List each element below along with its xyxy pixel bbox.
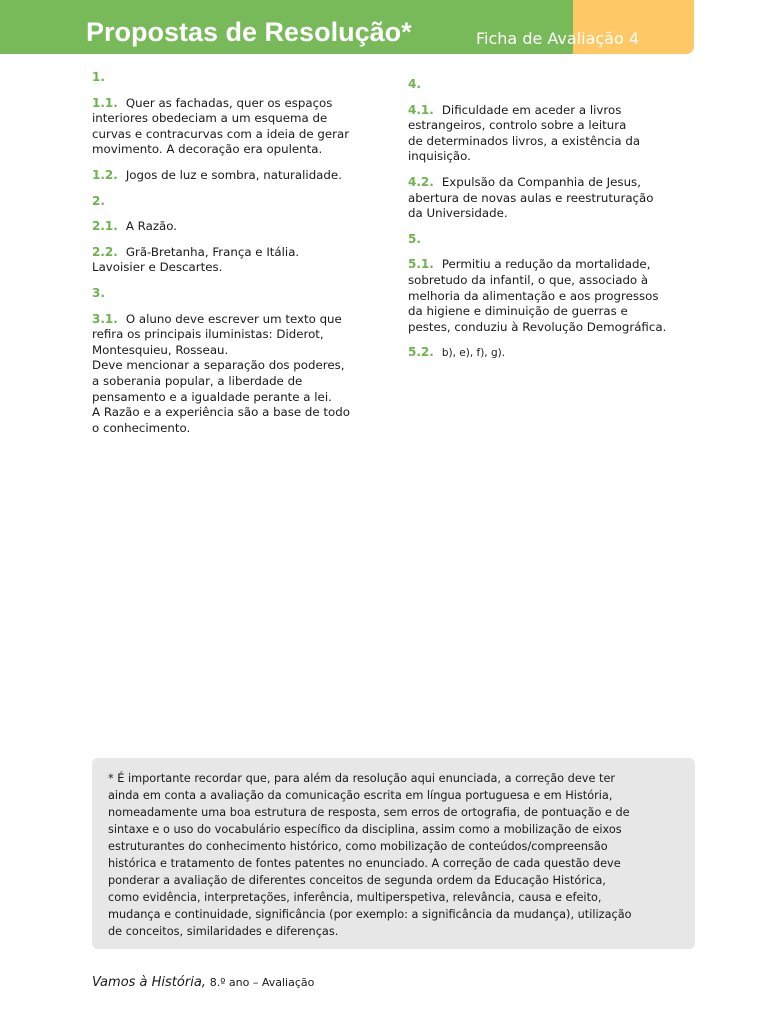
answer-number: 1.2.	[92, 167, 118, 182]
answer-text: Jogos de luz e sombra, naturalidade.	[125, 167, 342, 182]
page-subtitle: Ficha de Avaliação 4	[476, 29, 640, 48]
answer-line: O aluno deve escrever um texto que	[125, 311, 342, 326]
footnote-text	[108, 770, 691, 940]
footnote-line: nomeadamente uma boa estrutura de resposta, sem erros de ortografia, de pontuação e de	[108, 806, 630, 819]
answer-number: 1.1.	[92, 95, 118, 110]
answer-number: 5.1.	[408, 257, 434, 272]
answer-line: Deve mencionar a separação dos poderes,	[92, 358, 345, 373]
answer-5-2	[408, 345, 700, 362]
answer-line: da higiene e diminuição de guerras e	[408, 304, 628, 319]
answer-3-1	[92, 312, 382, 437]
left-column	[92, 70, 382, 446]
answer-text: A Razão.	[125, 219, 177, 234]
footnote-line: ponderar a avaliação de diferentes conceitos de segunda ordem da Educação Histórica,	[108, 874, 606, 887]
answer-line: refira os principais iluministas: Diderot,	[92, 327, 324, 342]
answer-1-2	[92, 168, 382, 184]
page-header	[0, 0, 694, 54]
answer-number: 4.2.	[408, 174, 434, 189]
answer-1-1	[92, 96, 382, 158]
question-5-heading: 5.	[408, 231, 421, 246]
answer-line: inquisição.	[408, 149, 471, 164]
answer-text: b), e), f), g).	[441, 347, 506, 360]
answer-line: Montesquieu, Rosseau.	[92, 342, 229, 357]
answer-line: Grã-Bretanha, França e Itália.	[125, 244, 300, 259]
footnote-line: histórica e tratamento de fontes patentes no enunciado. A correção de cada questão deve	[108, 857, 621, 870]
answer-line: abertura de novas aulas e reestruturação	[408, 190, 654, 205]
page-footer	[92, 975, 314, 990]
footnote-line: sintaxe e o uso do vocabulário específico da disciplina, assim como a mobilização de eixos	[108, 823, 622, 836]
answer-5-1	[408, 257, 700, 335]
answer-line: a soberania popular, a liberdade de	[92, 373, 303, 388]
answer-number: 2.1.	[92, 219, 118, 234]
footnote-line: de conceitos, similaridades e diferenças.	[108, 925, 339, 938]
page-title: Propostas de Resolução*	[86, 17, 412, 47]
footer-edition: 8.º ano – Avaliação	[209, 976, 315, 989]
answer-number: 4.1.	[408, 102, 434, 117]
answer-line: sobretudo da infantil, o que, associado à	[408, 272, 649, 287]
answer-number: 5.2.	[408, 345, 434, 360]
answer-line: da Universidade.	[408, 206, 508, 221]
answer-line: melhoria da alimentação e aos progressos	[408, 288, 659, 303]
question-2-heading: 2.	[92, 193, 105, 208]
question-4-heading: 4.	[408, 77, 421, 91]
answer-line: Lavoisier e Descartes.	[92, 260, 223, 275]
answer-line: curvas e contracurvas com a ideia de gerar	[92, 126, 350, 141]
answer-line: Expulsão da Companhia de Jesus,	[441, 174, 641, 189]
answer-line: pensamento e a igualdade perante a lei.	[92, 389, 332, 404]
answer-line: de determinados livros, a existência da	[408, 133, 641, 148]
book-title: Vamos à História,	[92, 975, 206, 990]
footnote-line: ainda em conta a avaliação da comunicação escrita em língua portuguesa e em História,	[108, 789, 613, 802]
footnote-line: mudança e continuidade, significância (por exemplo: a significância da mudança), utilização	[108, 908, 632, 921]
answer-line: Permitiu a redução da mortalidade,	[441, 257, 651, 272]
question-3-heading: 3.	[92, 285, 105, 300]
answer-number: 3.1.	[92, 311, 118, 326]
answer-line: Dificuldade em aceder a livros	[441, 102, 622, 117]
footnote-line: como evidência, interpretações, inferência, multiperspetiva, relevância, causa e efeito,	[108, 891, 602, 904]
footnote-line: * É importante recordar que, para além da resolução aqui enunciada, a correção deve ter	[108, 772, 616, 785]
answer-2-1	[92, 219, 382, 235]
answer-line: pestes, conduziu à Revolução Demográfica.	[408, 319, 667, 334]
answer-line: Quer as fachadas, quer os espaços	[125, 95, 333, 110]
answer-line: interiores obedeciam a um esquema de	[92, 111, 328, 126]
answer-line: movimento. A decoração era opulenta.	[92, 142, 323, 157]
answer-2-2	[92, 245, 382, 276]
footnote-line: estruturantes do conhecimento histórico, como mobilização de conteúdos/compreensão	[108, 840, 608, 853]
answer-line: A Razão e a experiência são a base de todo	[92, 405, 350, 420]
answer-4-1	[408, 103, 700, 165]
answer-line: o conhecimento.	[92, 420, 191, 435]
footnote-box	[92, 758, 695, 949]
answer-line: estrangeiros, controlo sobre a leitura	[408, 118, 627, 133]
right-column	[408, 77, 700, 372]
question-1-heading: 1.	[92, 70, 105, 84]
answer-4-2	[408, 175, 700, 222]
answer-number: 2.2.	[92, 244, 118, 259]
